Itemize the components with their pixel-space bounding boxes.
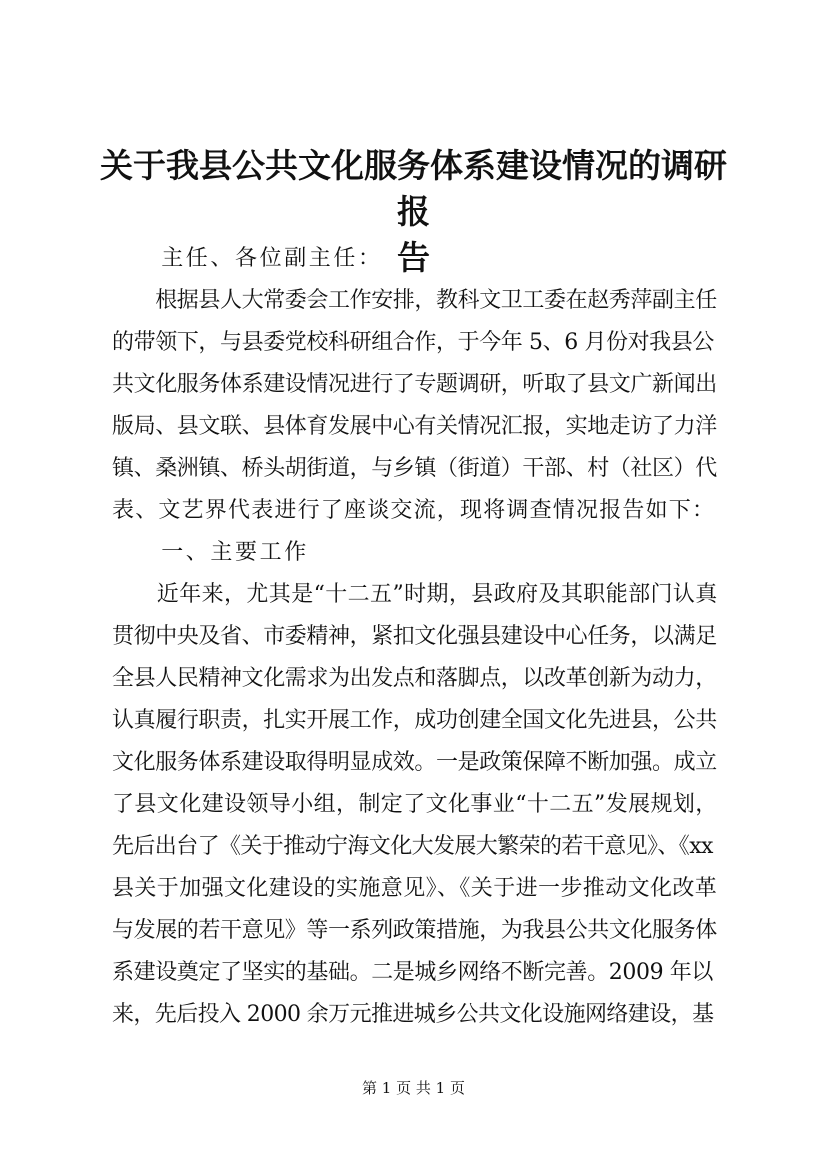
title-line-1: 关于我县公共文化服务体系建设情况的调研报 (100, 146, 727, 231)
paragraph-line: 贯彻中央及省、市委精神，紧扣文化强县建设中心任务，以满足 (112, 624, 717, 649)
paragraph-line: 与发展的若干意见》等一系列政策措施，为我县公共文化服务体 (112, 918, 717, 943)
paragraph-line: 系建设奠定了坚实的基础。二是城乡网络不断完善。2009 年以 (112, 960, 713, 985)
paragraph-line: 县关于加强文化建设的实施意见》、《关于进一步推动文化改革 (112, 876, 718, 901)
paragraph-line: 先后出台了《关于推动宁海文化大发展大繁荣的若干意见》、《xx (112, 834, 713, 859)
section-heading: 一、主要工作 (112, 540, 309, 565)
document-body (112, 238, 718, 1036)
page-number-footer: 第 1 页 共 1 页 (362, 1079, 465, 1097)
paragraph-line: 镇、桑洲镇、桥头胡街道，与乡镇（街道）干部、村（社区）代 (112, 456, 717, 481)
paragraph-line: 的带领下，与县委党校科研组合作，于今年 5、6 月份对我县公 (112, 330, 714, 355)
paragraph-line: 版局、县文联、县体育发展中心有关情况汇报，实地走访了力洋 (112, 414, 717, 439)
paragraph-line: 共文化服务体系建设情况进行了专题调研，听取了县文广新闻出 (112, 372, 717, 397)
title-line-2: 告 (397, 238, 430, 277)
paragraph-line: 了县文化建设领导小组，制定了文化事业“十二五”发展规划， (112, 792, 718, 817)
salutation-line: 主任、各位副主任： (112, 246, 383, 271)
paragraph-line: 根据县人大常委会工作安排，教科文卫工委在赵秀萍副主任 (112, 288, 717, 313)
paragraph-line: 文化服务体系建设取得明显成效。一是政策保障不断加强。成立 (112, 750, 717, 775)
paragraph-line: 全县人民精神文化需求为出发点和落脚点，以改革创新为动力， (112, 666, 717, 691)
paragraph-line: 来，先后投入 2000 余万元推进城乡公共文化设施网络建设，基 (112, 1002, 714, 1027)
paragraph-line: 认真履行职责，扎实开展工作，成功创建全国文化先进县，公共 (112, 708, 717, 733)
paragraph-line: 近年来，尤其是“十二五”时期，县政府及其职能部门认真 (112, 582, 718, 607)
paragraph-line: 表、文艺界代表进行了座谈交流，现将调查情况报告如下： (112, 498, 716, 523)
